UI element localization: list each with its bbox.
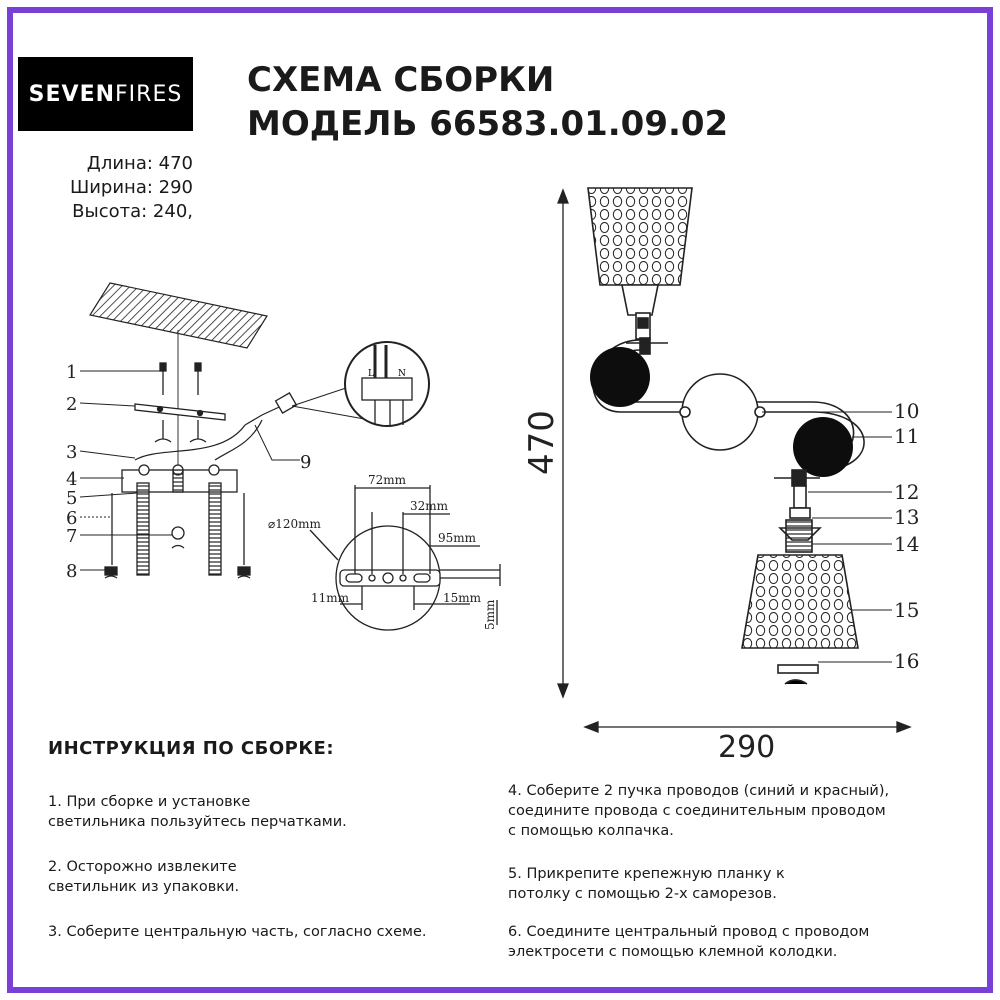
screw-icon <box>160 363 201 395</box>
instruction-step-3 <box>48 922 427 942</box>
measure-72: 72mm <box>368 473 407 487</box>
step-line: с помощью колпачка. <box>508 823 674 839</box>
step-line: соедините провода с соединительным проводом <box>508 803 886 819</box>
terminal-detail <box>292 342 429 426</box>
overall-width: 290 <box>718 730 776 765</box>
part-number: 11 <box>894 424 920 448</box>
arm-end-cap <box>793 417 853 477</box>
mounting-bar <box>135 404 225 442</box>
terminal-label-n: N <box>398 369 406 379</box>
measure-11: 11mm <box>311 591 350 605</box>
dimension-width: Ширина: 290 <box>69 177 193 198</box>
measure-5: 5mm <box>483 599 497 630</box>
part-number: 13 <box>894 505 920 529</box>
dimension-height: Высота: 240, <box>72 201 193 222</box>
step-line: светильника пользуйтесь перчатками. <box>48 814 347 830</box>
instruction-step-4 <box>508 781 889 841</box>
step-line: 3. Соберите центральную часть, согласно схеме. <box>48 924 427 940</box>
measure-d120: ⌀120mm <box>268 517 321 531</box>
part-number: 12 <box>894 480 920 504</box>
part-number: 7 <box>66 526 78 547</box>
part-number: 14 <box>894 532 920 556</box>
part-number: 10 <box>894 399 920 423</box>
title-line-1: СХЕМА СБОРКИ <box>247 60 555 100</box>
measure-32: 32mm <box>410 499 449 513</box>
instruction-step-1 <box>48 792 347 832</box>
terminal-label-l: L <box>368 369 374 379</box>
brand-bold: SEVEN <box>28 81 116 107</box>
part-number: 4 <box>66 469 78 490</box>
part-number: 8 <box>66 561 78 582</box>
overall-height: 470 <box>522 410 562 475</box>
instruction-step-5 <box>508 864 785 904</box>
step-line: 2. Осторожно извлеките <box>48 859 237 875</box>
instruction-step-2 <box>48 857 239 897</box>
dimension-length: Длина: 470 <box>86 153 193 174</box>
plate-detail <box>310 485 500 630</box>
part-number: 9 <box>300 452 312 473</box>
part-number: 15 <box>894 598 920 622</box>
instructions-heading: ИНСТРУКЦИЯ ПО СБОРКЕ: <box>48 738 335 759</box>
part-number: 6 <box>66 508 78 529</box>
part-number: 2 <box>66 394 78 415</box>
part-number: 16 <box>894 649 920 673</box>
instruction-step-6 <box>508 922 869 962</box>
part-number: 3 <box>66 442 78 463</box>
part-number: 1 <box>66 362 78 383</box>
step-line: светильник из упаковки. <box>48 879 240 895</box>
measure-95: 95mm <box>438 531 477 545</box>
lower-holder <box>774 470 820 552</box>
brand-light: FIRES <box>115 81 183 107</box>
step-line: 4. Соберите 2 пучка проводов (синий и красный), <box>508 783 890 799</box>
lower-shade <box>742 555 858 684</box>
step-line: 1. При сборке и установке <box>48 794 251 810</box>
step-line: электросети с помощью клемной колодки. <box>508 944 838 960</box>
connector-block <box>276 393 297 413</box>
part-numbers-right <box>894 399 919 673</box>
measure-15: 15mm <box>443 591 482 605</box>
step-line: 6. Соедините центральный провод с проводом <box>508 924 870 940</box>
title-line-2: МОДЕЛЬ 66583.01.09.02 <box>247 104 729 144</box>
step-line: 5. Прикрепите крепежную планку к <box>508 866 785 882</box>
step-line: потолку с помощью 2-х саморезов. <box>508 886 777 902</box>
upper-shade <box>588 188 692 354</box>
part-number: 5 <box>66 488 78 509</box>
arm-end-cap <box>590 347 650 407</box>
